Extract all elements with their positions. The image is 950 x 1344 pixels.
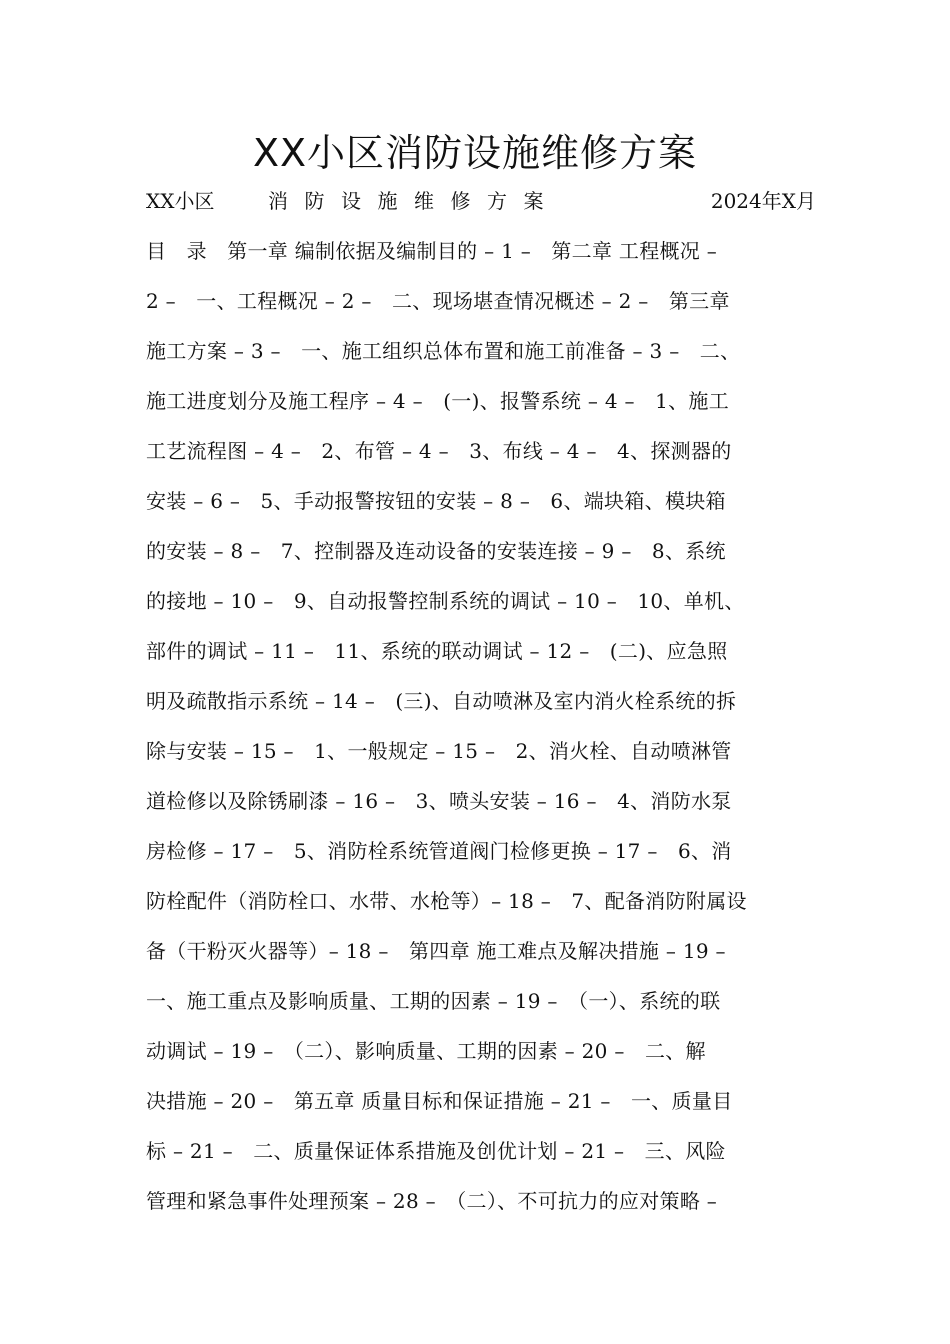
toc-line: 除与安装 – 15 – 1、一般规定 – 15 – 2、消火栓、自动喷淋管 [146,739,732,763]
toc-line: 安装 – 6 – 5、手动报警按钮的安装 – 8 – 6、端块箱、模块箱 [146,489,726,513]
toc-line: 备（干粉灭火器等）– 18 – 第四章 施工难点及解决措施 – 19 – [146,939,726,963]
document-title: XX小区消防设施维修方案 [252,131,698,175]
toc-line: 标 – 21 – 二、质量保证体系措施及创优计划 – 21 – 三、风险 [146,1139,726,1163]
subtitle-date: 2024年X月 [710,189,816,213]
subtitle-row [146,184,816,218]
subtitle-plan-name: 消防设施维修方案 [268,189,560,213]
toc-line: 管理和紧急事件处理预案 – 28 – （二）、不可抗力的应对策略 – [146,1189,718,1213]
toc-line: 房检修 – 17 – 5、消防栓系统管道阀门检修更换 – 17 – 6、消 [146,839,732,863]
toc-line: 施工方案 – 3 – 一、施工组织总体布置和施工前准备 – 3 – 二、 [146,339,741,363]
toc-line: 部件的调试 – 11 – 11、系统的联动调试 – 12 – (二)、应急照 [146,639,728,663]
toc-line: 防栓配件（消防栓口、水带、水枪等）– 18 – 7、配备消防附属设 [146,889,747,913]
toc-line: 动调试 – 19 – （二）、影响质量、工期的因素 – 20 – 二、解 [146,1039,706,1063]
toc-line: 目 录 第一章 编制依据及编制目的 – 1 – 第二章 工程概况 – [146,239,718,263]
toc-line: 决措施 – 20 – 第五章 质量目标和保证措施 – 21 – 一、质量目 [146,1089,733,1113]
toc-line: 2 – 一、工程概况 – 2 – 二、现场堪查情况概述 – 2 – 第三章 [146,289,730,313]
toc-line: 道检修以及除锈刷漆 – 16 – 3、喷头安装 – 16 – 4、消防水泵 [146,789,732,813]
toc-line: 施工进度划分及施工程序 – 4 – (一)、报警系统 – 4 – 1、施工 [146,389,730,413]
toc-line: 的接地 – 10 – 9、自动报警控制系统的调试 – 10 – 10、单机、 [146,589,745,613]
toc-line: 的安装 – 8 – 7、控制器及连动设备的安装连接 – 9 – 8、系统 [146,539,726,563]
toc-line: 工艺流程图 – 4 – 2、布管 – 4 – 3、布线 – 4 – 4、探测器的 [146,439,732,463]
toc-line: 一、施工重点及影响质量、工期的因素 – 19 – （一）、系统的联 [146,989,721,1013]
toc-line: 明及疏散指示系统 – 14 – (三)、自动喷淋及室内消火栓系统的拆 [146,689,737,713]
subtitle-community: XX小区 [146,189,215,213]
